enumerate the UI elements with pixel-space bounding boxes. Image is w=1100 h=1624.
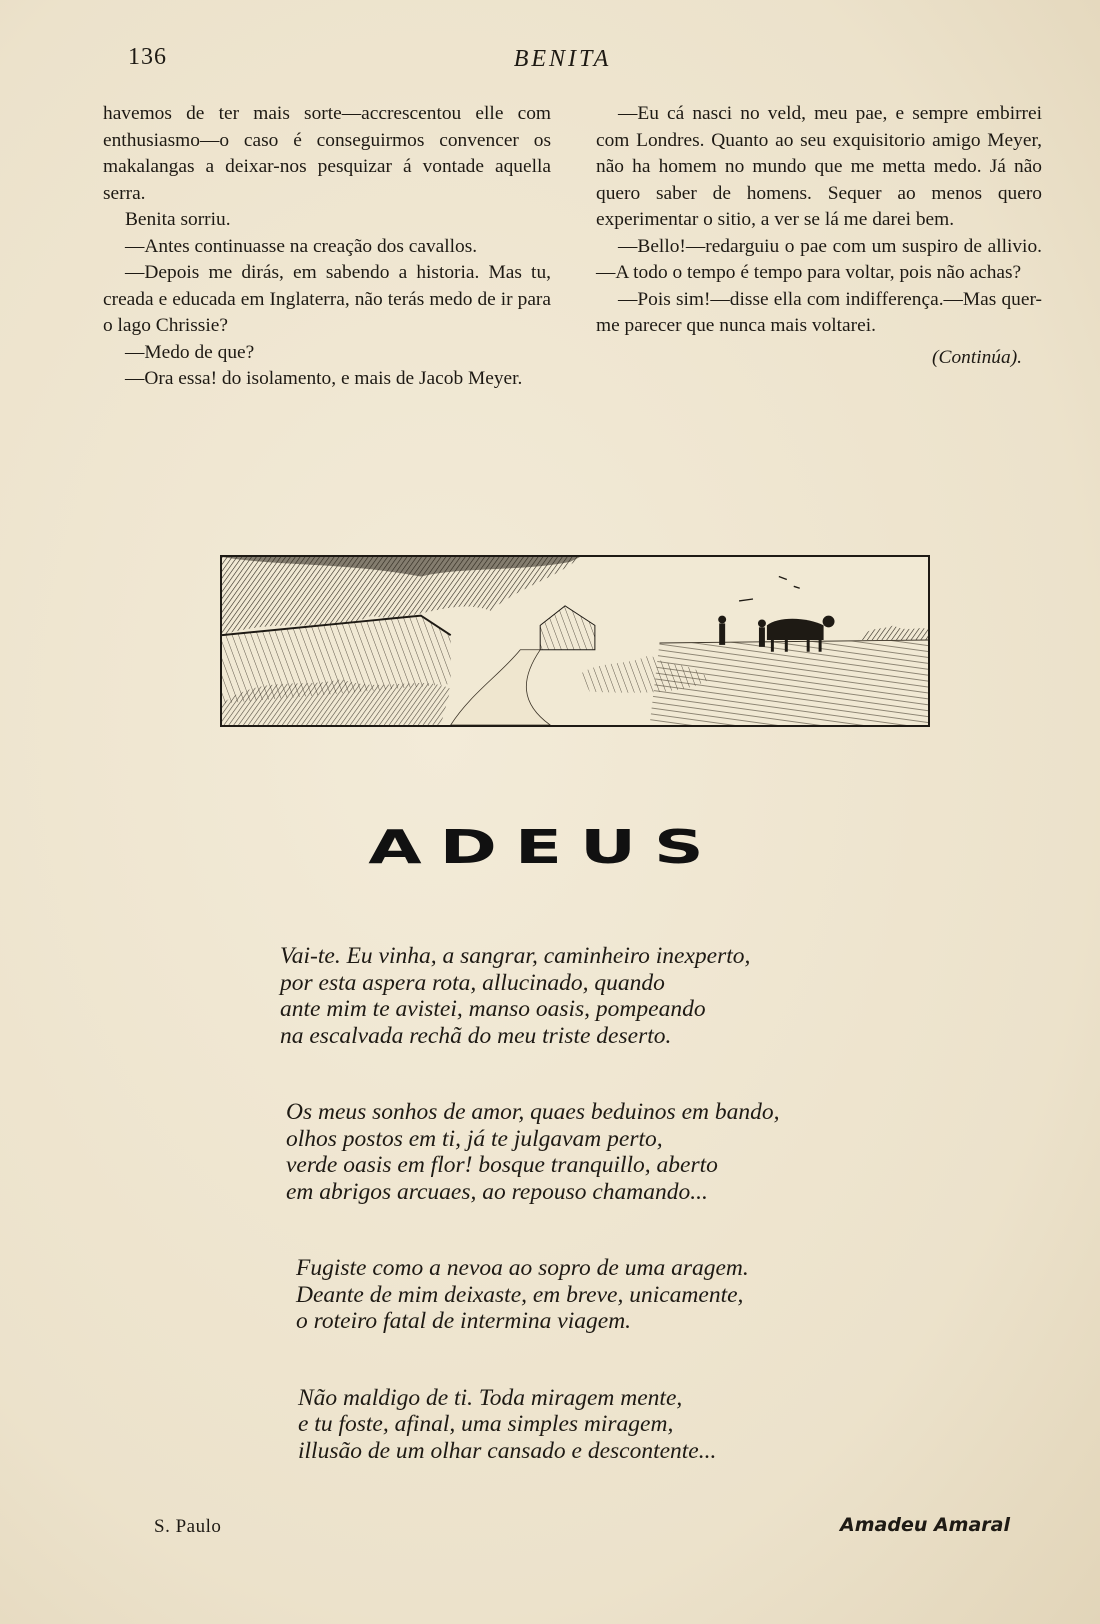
- poem-line: Vai-te. Eu vinha, a sangrar, caminheiro inexperto,: [280, 943, 751, 969]
- poem-stanza: [296, 1255, 920, 1335]
- poem-line: por esta aspera rota, allucinado, quando: [280, 969, 665, 996]
- running-title: BENITA: [513, 46, 612, 72]
- continua-note: (Continúa).: [932, 346, 1022, 368]
- poem-line: verde oasis em flor! bosque tranquillo, aberto: [286, 1152, 718, 1178]
- poem-line: olhos postos em ti, já te julgavam perto,: [286, 1125, 663, 1152]
- poem-line: na escalvada rechã do meu triste deserto.: [280, 1022, 672, 1049]
- story-paragraph: —Bello!—redarguiu o pae com um suspiro de allivio.—A todo o tempo é tempo para voltar, pois não achas?: [596, 235, 1042, 283]
- landscape-engraving: [220, 555, 930, 727]
- story-paragraph: havemos de ter mais sorte—accrescentou elle com enthusiasmo—o caso é conseguirmos convencer os makalangas a deixar-nos pesquizar á vontade aquella serra.: [103, 103, 551, 204]
- plowing-field-engraving-icon: [222, 557, 928, 725]
- poem-line: illusão de um olhar cansado e descontente...: [298, 1437, 717, 1464]
- poem-line: o roteiro fatal de intermina viagem.: [296, 1308, 632, 1334]
- story-paragraph: Benita sorriu.: [125, 209, 231, 230]
- poem-line: e tu foste, afinal, uma simples miragem,: [298, 1411, 674, 1437]
- poem-body: [280, 943, 920, 1514]
- poem-line: em abrigos arcuaes, ao repouso chamando...: [286, 1178, 708, 1205]
- poem-place: S. Paulo: [154, 1516, 222, 1537]
- story-paragraph: —Eu cá nasci no veld, meu pae, e sempre embirrei com Londres. Quanto ao seu exquisitorio amigo Meyer, não ha homem no mundo que me metta medo. Já não quero saber de homens. Sequer ao menos quero experimentar o sitio, a ver se lá me darei bem.: [596, 103, 1042, 230]
- poem-line: Fugiste como a nevoa ao sopro de uma aragem.: [296, 1255, 749, 1281]
- story-column-right: [596, 101, 1042, 371]
- story-column-left: [103, 101, 551, 393]
- poem-title: ADEUS: [368, 820, 722, 874]
- poem-line: ante mim te avistei, manso oasis, pompeando: [280, 996, 706, 1022]
- poem-author: Amadeu Amaral: [840, 1514, 1010, 1536]
- poem-line: Os meus sonhos de amor, quaes beduinos em bando,: [286, 1099, 780, 1125]
- poem-stanza: [280, 943, 920, 1049]
- story-paragraph: —Antes continuasse na creação dos cavallos.: [125, 235, 478, 257]
- story-paragraph: —Medo de que?: [125, 341, 255, 363]
- story-paragraph: —Pois sim!—disse ella com indifferença.—Mas quer-me parecer que nunca mais voltarei.: [596, 288, 1042, 336]
- page-number: 136: [128, 44, 167, 70]
- story-paragraph: —Depois me dirás, em sabendo a historia. Mas tu, creada e educada em Inglaterra, não terás medo de ir para o lago Chrissie?: [103, 262, 551, 336]
- poem-line: Não maldigo de ti. Toda miragem mente,: [298, 1384, 683, 1411]
- poem-line: Deante de mim deixaste, em breve, unicamente,: [296, 1281, 744, 1308]
- poem-stanza: [298, 1385, 920, 1465]
- story-paragraph: —Ora essa! do isolamento, e mais de Jacob Meyer.: [125, 368, 523, 389]
- poem-stanza: [286, 1099, 920, 1205]
